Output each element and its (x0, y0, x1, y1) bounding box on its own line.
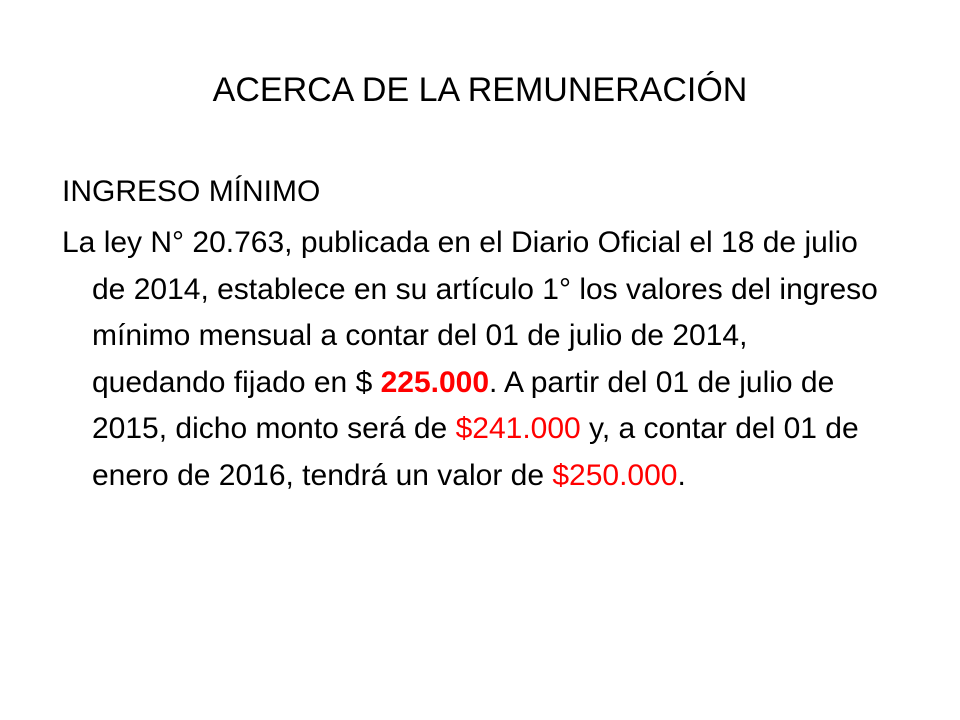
amount-2016: $250.000 (552, 458, 678, 492)
amount-2015: $241.000 (455, 412, 581, 445)
paragraph-text-4: . (677, 458, 686, 492)
body-paragraph (62, 220, 882, 499)
paragraph-text-1: La ley N° 20.763, publicada en el Diario Oficial el 18 de julio de 2014, establece en su artículo 1° los valores del ingreso mínimo mensual a contar del 01 de julio de 2014, quedando fijado en $ (62, 226, 878, 399)
slide-body (62, 168, 882, 499)
paragraph-text-2: . A partir del 01 de julio de 2015, dicho monto será de (92, 365, 835, 445)
slide-title: ACERCA DE LA REMUNERACIÓN (212, 71, 748, 109)
paragraph-text-3: y, a contar del 01 de enero de 2016, tendrá un valor de (92, 412, 859, 492)
section-heading: INGRESO MÍNIMO (62, 175, 321, 208)
amount-2014: 225.000 (380, 365, 490, 399)
